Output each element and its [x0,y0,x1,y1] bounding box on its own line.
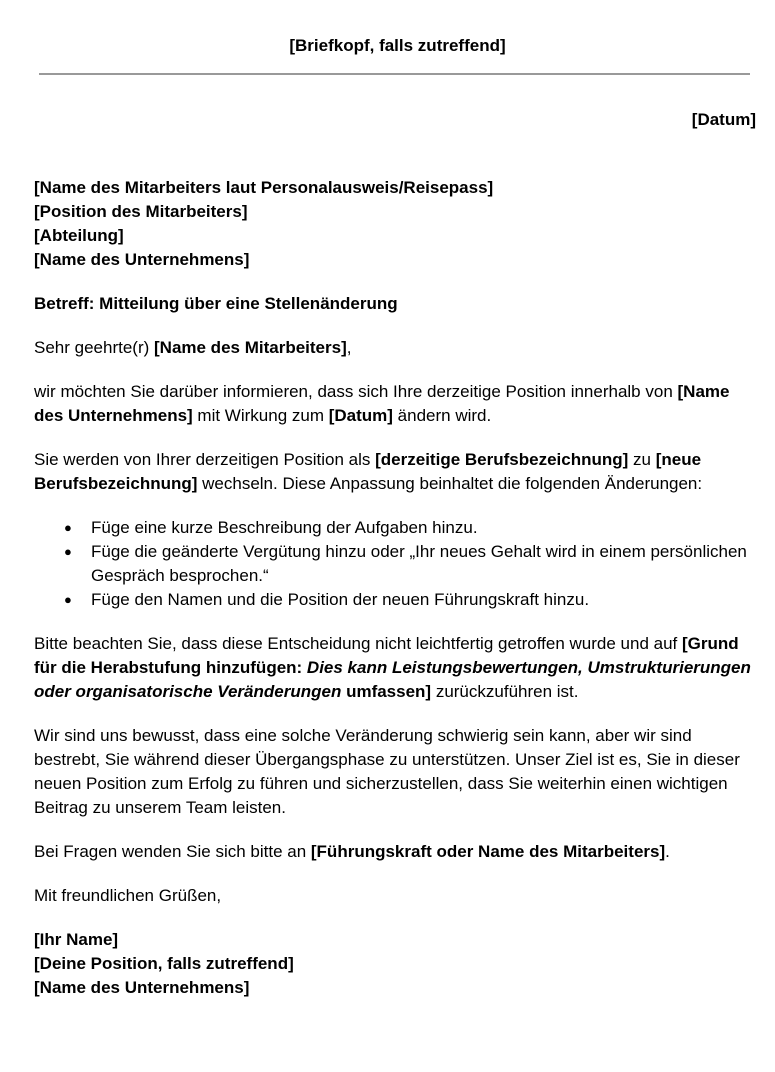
salutation-name: [Name des Mitarbeiters] [154,338,347,357]
paragraph-text: Sie werden von Ihrer derzeitigen Position als [34,450,376,469]
closing: Mit freundlichen Grüßen, [34,886,222,905]
letter-body [34,176,759,1020]
paragraph-text: mit Wirkung zum [192,406,329,425]
reason-prefix: [Grund für die Herabstufung hinzufügen: [34,634,739,677]
signature-block [34,928,759,1000]
recipient-company: [Name des Unternehmens] [34,250,250,269]
list-item: ● Füge eine kurze Beschreibung der Aufgaben hinzu. [91,516,759,540]
signature-position: [Deine Position, falls zutreffend] [34,954,294,973]
paragraph-text: wechseln. Diese Anpassung beinhaltet die folgenden Änderungen: [197,474,703,493]
new-title-placeholder: [neue Berufsbezeichnung] [34,450,702,493]
letter-date: [Datum] [691,110,756,129]
paragraph-text: wir möchten Sie darüber informieren, dass sich Ihre derzeitige Position innerhalb von [34,382,678,401]
salutation-prefix: Sehr geehrte(r) [34,338,154,357]
date-placeholder: [Datum] [328,406,393,425]
paragraph-reason [34,632,759,704]
salutation [34,336,759,360]
paragraph-intro [34,380,759,428]
changes-list [34,516,759,612]
signature-company: [Name des Unternehmens] [34,978,250,997]
paragraph-position-change [34,448,759,496]
recipient-address [34,176,759,272]
recipient-department: [Abteilung] [34,226,124,245]
company-placeholder: [Name des Unternehmens] [34,382,730,425]
salutation-suffix: , [346,338,352,357]
reason-examples: Dies kann Leistungsbewertungen, Umstrukturierungen oder organisatorische Veränderungen [34,658,751,701]
header-divider [39,73,750,75]
paragraph-text: zu [628,450,656,469]
subject-line: Betreff: Mitteilung über eine Stellenänderung [34,294,398,313]
paragraph-text: . [665,842,670,861]
paragraph-text: Bitte beachten Sie, dass diese Entscheidung nicht leichtfertig getroffen wurde und auf [34,634,682,653]
contact-placeholder: [Führungskraft oder Name des Mitarbeiters] [310,842,666,861]
paragraph-text: zurückzuführen ist. [431,682,579,701]
list-item: ● Füge den Namen und die Position der neuen Führungskraft hinzu. [91,588,759,612]
recipient-position: [Position des Mitarbeiters] [34,202,248,221]
paragraph-support: Wir sind uns bewusst, dass eine solche Veränderung schwierig sein kann, aber wir sind bestrebt, Sie während dieser Übergangsphase zu unterstützen. Unser Ziel ist es, Sie in dieser neuen Position zum Erfolg zu führen und sicherzustellen, dass Sie weiterhin einen wichtigen Beitrag zu unserem Team leisten. [34,726,740,817]
signature-name: [Ihr Name] [34,930,119,949]
reason-suffix: umfassen] [341,682,432,701]
list-item: ● Füge die geänderte Vergütung hinzu oder „Ihr neues Gehalt wird in einem persönlichen Gespräch besprochen.“ [91,540,759,588]
recipient-name: [Name des Mitarbeiters laut Personalausweis/Reisepass] [34,178,494,197]
letterhead: [Briefkopf, falls zutreffend] [289,36,506,55]
paragraph-contact [34,840,759,864]
current-title-placeholder: [derzeitige Berufsbezeichnung] [375,450,629,469]
paragraph-text: Bei Fragen wenden Sie sich bitte an [34,842,311,861]
paragraph-text: ändern wird. [392,406,492,425]
